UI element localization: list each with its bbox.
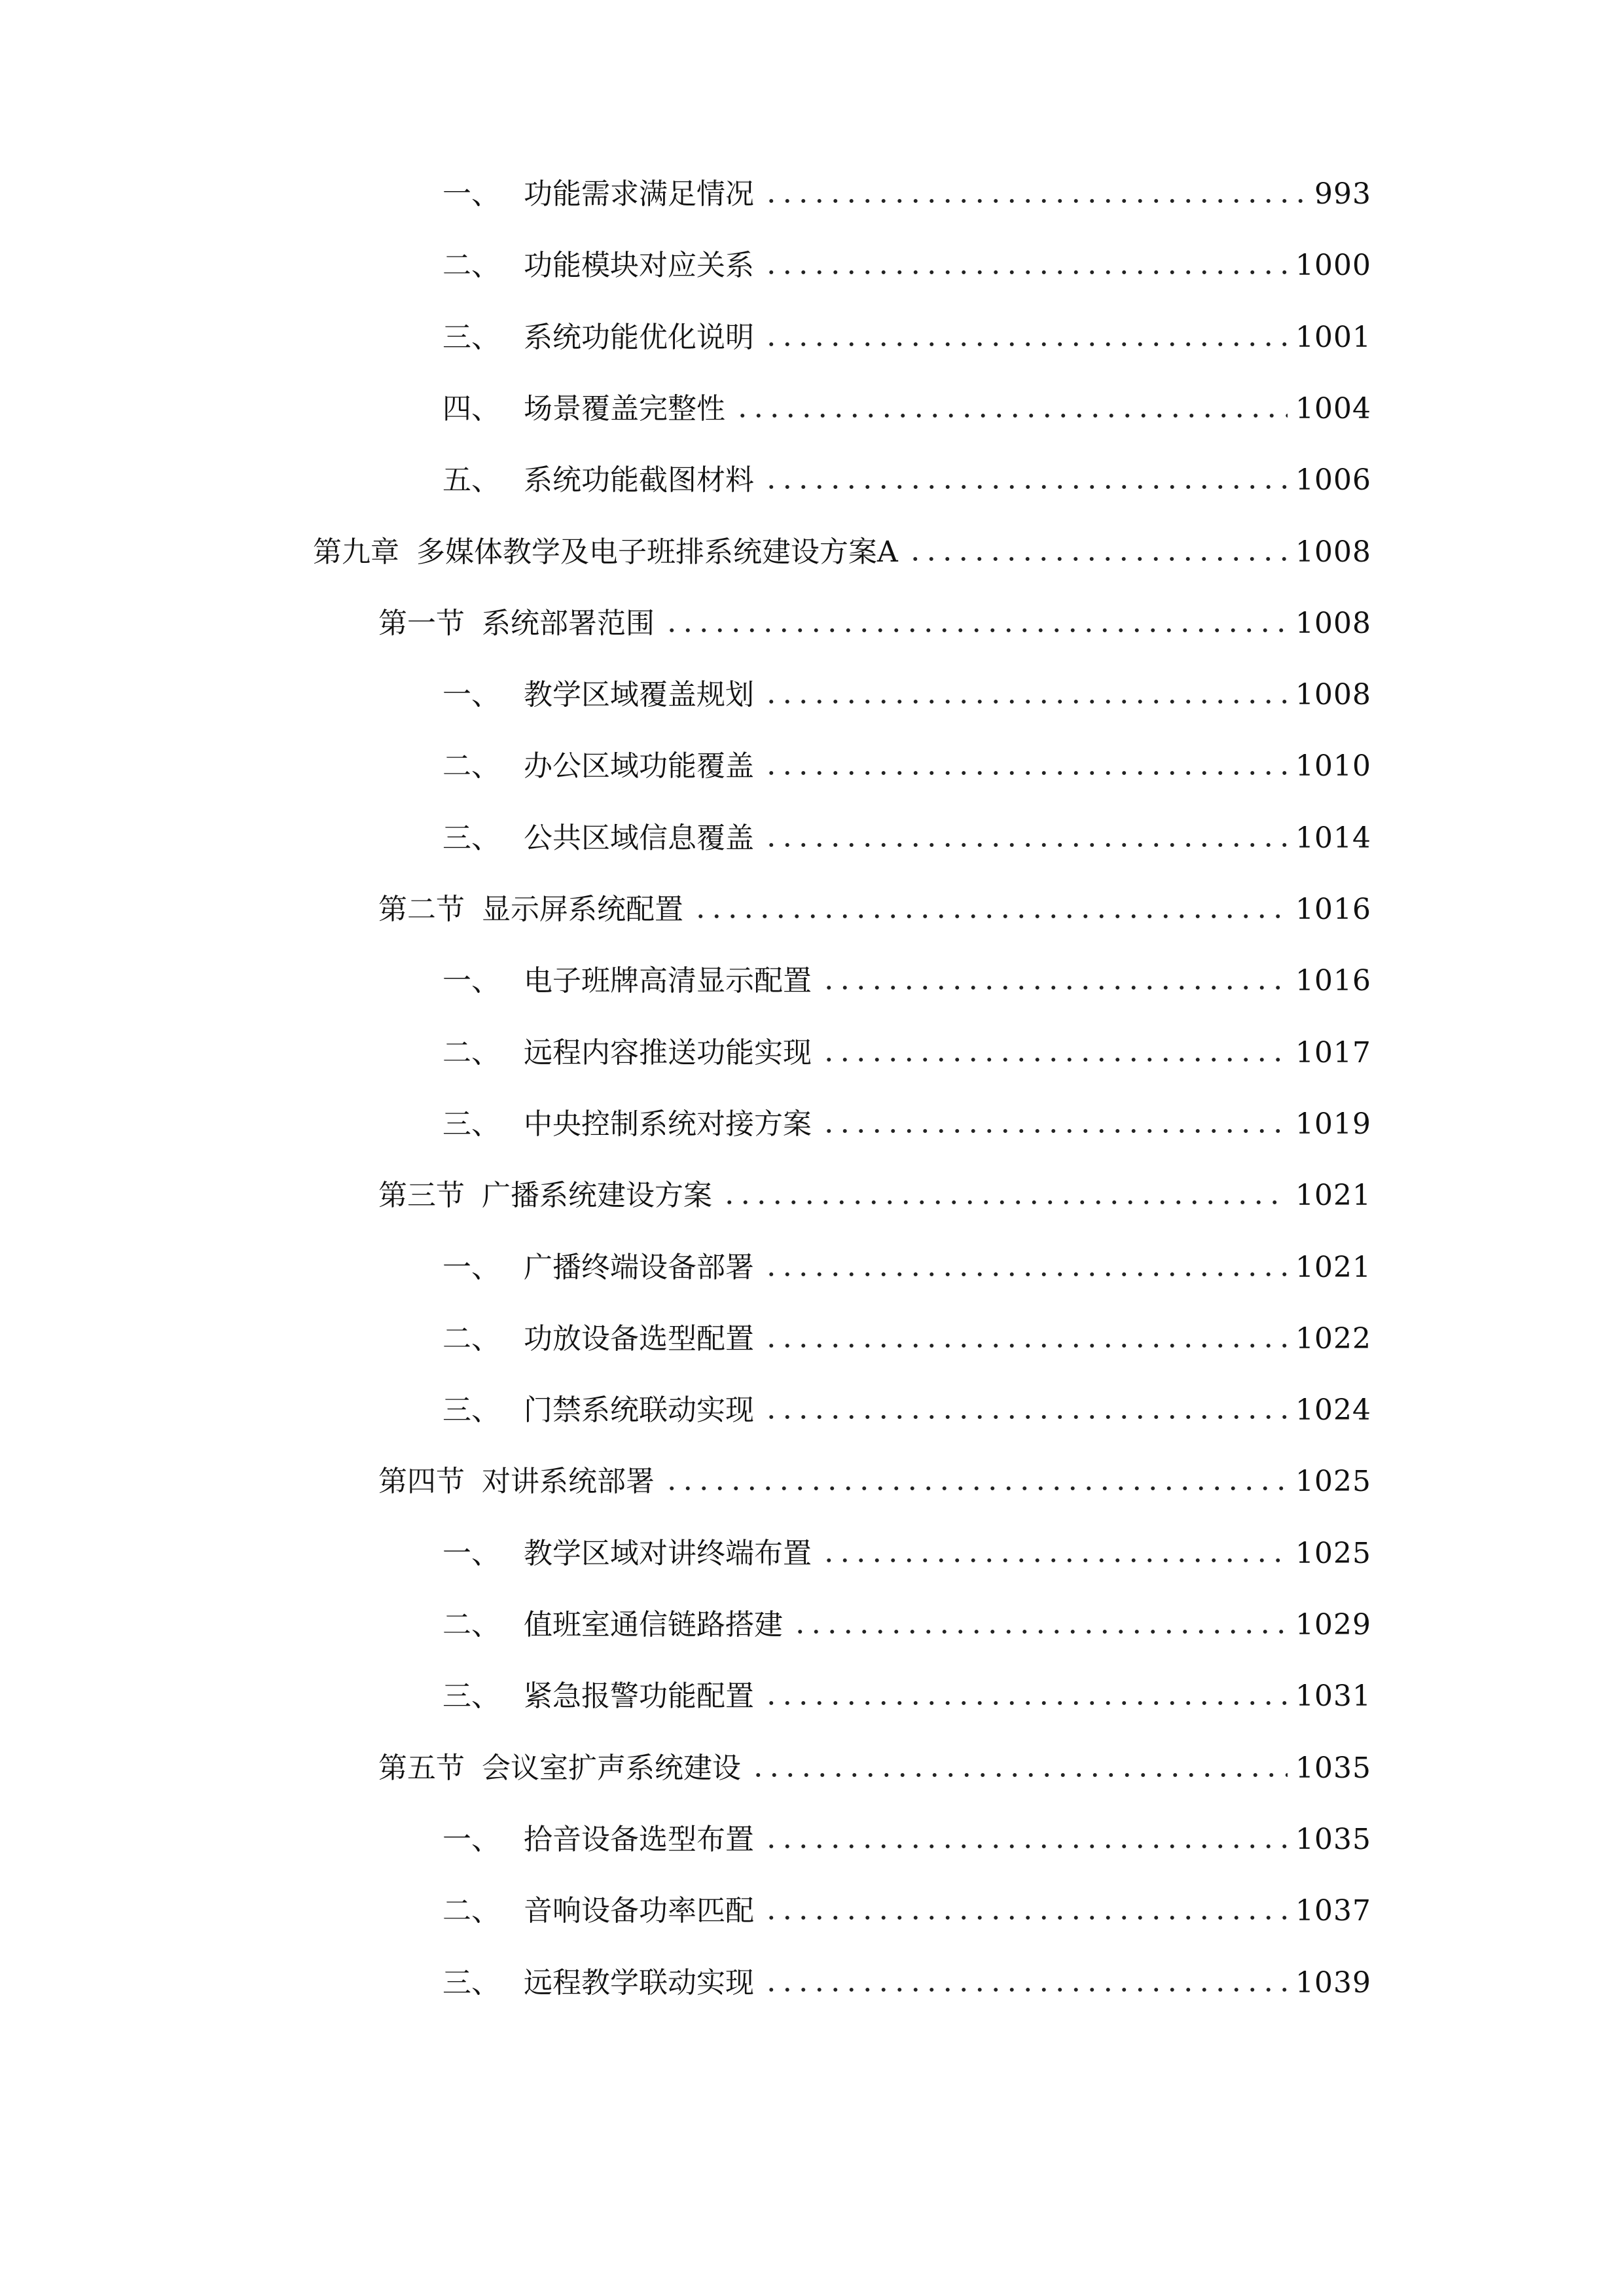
toc-entry[interactable] [442,1674,1371,1719]
toc-entry-title: 中央控制系统对接方案 [524,1107,812,1141]
dot-leader [664,627,1288,634]
toc-entry-number: 二、 [442,749,500,783]
toc-entry-number: 二、 [442,1321,500,1355]
dot-leader [734,412,1288,419]
toc-entry[interactable] [442,1030,1371,1076]
toc-entry-number: 五、 [442,463,500,497]
toc-entry-title: 教学区域覆盖规划 [524,678,754,712]
toc-entry-number: 一、 [442,678,500,712]
toc-entry-number: 一、 [442,1822,500,1856]
toc-entry-page-number: 1016 [1295,964,1371,998]
toc-entry-title: 系统部署范围 [482,606,655,640]
toc-entry-title: 门禁系统联动实现 [524,1393,754,1427]
dot-leader [763,1914,1288,1921]
toc-entry-number: 二、 [442,1608,500,1641]
toc-entry-number: 二、 [442,1035,500,1069]
dot-leader [763,842,1288,848]
toc-entry[interactable] [442,386,1371,432]
dot-leader [763,269,1288,276]
dot-leader [792,1628,1288,1635]
dot-leader [763,198,1307,204]
toc-entry-title: 功能模块对应关系 [524,249,754,283]
toc-entry-number: 第九章 [313,535,399,569]
toc-entry[interactable] [378,1746,1371,1791]
dot-leader [763,484,1288,490]
toc-entry-title: 拾音设备选型布置 [524,1822,754,1856]
toc-entry-number: 第二节 [378,893,465,926]
toc-entry[interactable] [378,1173,1371,1219]
toc-entry[interactable] [442,1888,1371,1934]
toc-entry-page-number: 1006 [1295,463,1371,497]
dot-leader [763,341,1288,348]
toc-entry-number: 三、 [442,320,500,354]
toc-entry-title: 值班室通信链路搭建 [524,1608,783,1641]
toc-entry[interactable] [378,887,1371,933]
toc-entry-page-number: 993 [1314,177,1371,211]
dot-leader [821,1128,1288,1134]
toc-entry-page-number: 1021 [1295,1250,1371,1284]
toc-entry-number: 一、 [442,1536,500,1570]
toc-entry[interactable] [442,1102,1371,1147]
toc-entry-title: 场景覆盖完整性 [524,391,725,425]
toc-entry-title: 功放设备选型配置 [524,1321,754,1355]
toc-entry-number: 第四节 [378,1465,465,1499]
toc-entry[interactable] [313,529,1371,575]
toc-entry-page-number: 1031 [1295,1679,1371,1713]
toc-entry-title: 多媒体教学及电子班排系统建设方案A [416,535,898,569]
dot-leader [821,1056,1288,1063]
toc-entry-title: 对讲系统部署 [482,1465,655,1499]
toc-entry-page-number: 1035 [1295,1751,1371,1785]
toc-entry-page-number: 1000 [1295,249,1371,283]
toc-entry-number: 一、 [442,177,500,211]
toc-entry-title: 显示屏系统配置 [482,893,683,926]
toc-entry-page-number: 1039 [1295,1965,1371,2000]
toc-entry-title: 广播终端设备部署 [524,1250,754,1284]
dot-leader [821,1557,1288,1564]
toc-entry-title: 电子班牌高清显示配置 [524,964,812,998]
dot-leader [664,1485,1288,1492]
toc-entry[interactable] [378,601,1371,647]
toc-entry[interactable] [442,1316,1371,1362]
toc-entry-title: 系统功能优化说明 [524,320,754,354]
toc-entry-title: 教学区域对讲终端布置 [524,1536,812,1570]
toc-entry-page-number: 1035 [1295,1822,1371,1856]
toc-entry-number: 三、 [442,1679,500,1713]
toc-entry-page-number: 1021 [1295,1179,1371,1213]
toc-entry-page-number: 1004 [1295,391,1371,425]
toc-entry[interactable] [442,816,1371,861]
toc-entry-title: 功能需求满足情况 [524,177,754,211]
toc-entry-title: 广播系统建设方案 [482,1179,712,1213]
toc-entry[interactable] [442,1388,1371,1433]
toc-entry-title: 紧急报警功能配置 [524,1679,754,1713]
toc-entry[interactable] [442,171,1371,217]
dot-leader [763,1342,1288,1349]
toc-entry-page-number: 1008 [1295,678,1371,712]
toc-entry[interactable] [442,1817,1371,1863]
dot-leader [763,698,1288,705]
toc-entry-number: 一、 [442,1250,500,1284]
toc-entry-number: 三、 [442,1965,500,2000]
toc-entry-page-number: 1016 [1295,893,1371,926]
toc-entry-number: 四、 [442,391,500,425]
toc-entry-page-number: 1008 [1295,535,1371,569]
toc-entry[interactable] [442,457,1371,503]
dot-leader [750,1772,1288,1778]
toc-entry-title: 系统功能截图材料 [524,463,754,497]
dot-leader [763,1986,1288,1993]
toc-entry-page-number: 1014 [1295,821,1371,855]
dot-leader [907,556,1288,562]
toc-entry-title: 公共区域信息覆盖 [524,821,754,855]
dot-leader [821,984,1288,991]
toc-entry-page-number: 1001 [1295,320,1371,354]
toc-entry[interactable] [378,1459,1371,1505]
toc-entry[interactable] [442,958,1371,1004]
dot-leader [763,1271,1288,1278]
dot-leader [763,1414,1288,1420]
toc-entry[interactable] [442,1602,1371,1648]
toc-entry-page-number: 1024 [1295,1393,1371,1427]
dot-leader [721,1199,1288,1206]
toc-entry-page-number: 1022 [1295,1321,1371,1355]
toc-entry-page-number: 1037 [1295,1894,1371,1928]
toc-entry[interactable] [442,315,1371,361]
dot-leader [693,913,1288,920]
toc-entry-number: 第五节 [378,1751,465,1785]
toc-entry-number: 第三节 [378,1179,465,1213]
toc-entry-page-number: 1019 [1295,1107,1371,1141]
toc-entry[interactable] [442,744,1371,789]
toc-entry-title: 音响设备功率匹配 [524,1894,754,1928]
toc-entry-title: 远程教学联动实现 [524,1965,754,2000]
toc-entry-number: 二、 [442,1894,500,1928]
toc-entry-page-number: 1010 [1295,749,1371,783]
toc-entry[interactable] [442,243,1371,289]
dot-leader [763,770,1288,776]
toc-entry-number: 一、 [442,964,500,998]
toc-entry-page-number: 1029 [1295,1608,1371,1641]
toc-entry-number: 三、 [442,1107,500,1141]
dot-leader [763,1700,1288,1706]
toc-entry-number: 二、 [442,249,500,283]
toc-entry-title: 办公区域功能覆盖 [524,749,754,783]
toc-entry-title: 会议室扩声系统建设 [482,1751,741,1785]
toc-entry[interactable] [442,1245,1371,1291]
toc-entry-page-number: 1017 [1295,1035,1371,1069]
toc-entry[interactable] [442,672,1371,718]
toc-entry-page-number: 1025 [1295,1465,1371,1499]
toc-entry[interactable] [442,1960,1371,2006]
toc-entry-number: 三、 [442,821,500,855]
dot-leader [763,1843,1288,1850]
toc-entry-number: 第一节 [378,606,465,640]
toc-entry-title: 远程内容推送功能实现 [524,1035,812,1069]
toc-entry-page-number: 1008 [1295,606,1371,640]
toc-entry-number: 三、 [442,1393,500,1427]
toc-entry[interactable] [442,1531,1371,1577]
toc-entry-page-number: 1025 [1295,1536,1371,1570]
